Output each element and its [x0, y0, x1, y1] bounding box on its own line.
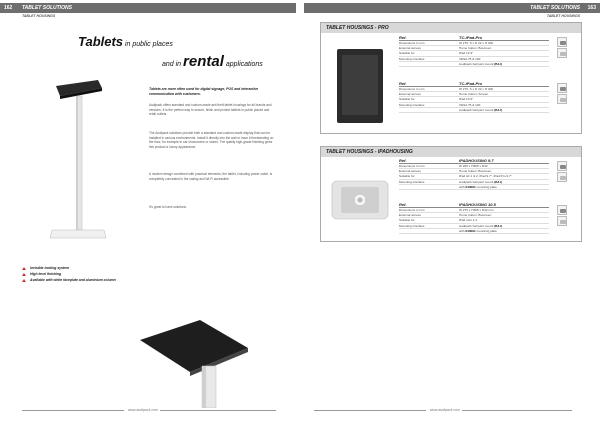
- footer-url: www.audipack.com: [128, 408, 158, 412]
- lock-icon: [557, 205, 567, 215]
- feature-list: [22, 265, 116, 283]
- section-ipadhousing: [320, 146, 582, 242]
- intro-text: Tablets are more often used for digital signage, POS and interactive communication with customers.: [149, 87, 259, 96]
- page-header: [304, 3, 600, 13]
- ipadhousing-image: [329, 177, 391, 223]
- triangle-bullet-icon: [22, 273, 26, 276]
- mount-icon: [557, 48, 567, 58]
- tablet-stand-closeup-image: [140, 320, 250, 408]
- triangle-bullet-icon: [22, 279, 26, 282]
- title-main-word: Tablets: [78, 34, 124, 49]
- page-title-line2: [162, 53, 263, 70]
- body-paragraph-4: It's great to have solutions.: [149, 205, 187, 209]
- feature-icons: [557, 205, 571, 227]
- body-paragraph-1: Audipack offers standard and custom-made anti theft tablet housings for all brands and versions. It is the perfect way to secure, finish and protect tablets in public places and retail outlets.: [149, 103, 272, 117]
- feature-item: High level finishing: [22, 271, 116, 277]
- mount-icon: [557, 172, 567, 182]
- right-page: [300, 0, 600, 424]
- lock-icon: [557, 161, 567, 171]
- tablet-housing-pro-image: [329, 45, 391, 127]
- body-paragraph-2: The Audipack solutions provide both a standard and custom-made display that can be installed in various environments. Install it directly into the wall or have it freestanding on the floor, for example in car showrooms or stores. The quality high-grade finishing gives this product a luxury appearance.: [149, 131, 274, 149]
- section-title: TABLET HOUSINGS - PRO: [321, 23, 581, 33]
- page-header: [0, 3, 296, 13]
- feature-item: Invisible locking system: [22, 265, 116, 271]
- title-small-text: in public places: [123, 41, 173, 48]
- page-number: 162: [4, 5, 13, 11]
- spec-table: Ref. TC-iPad-Pro Dimensions in mm W 276, S x D 22 x H 400 External access Home button: Bsscreen Suitable for iPad 12.9" Mounting interface VESA 75 & 100 Audipack ball joint mount (BJ-I): [399, 35, 549, 67]
- title-small-text-2: applications: [223, 61, 263, 68]
- feature-icons: [557, 83, 571, 105]
- feature-item: Available with white faceplate and aluminium column: [22, 277, 116, 283]
- page-title-line1: [78, 34, 173, 49]
- header-title: TABLET SOLUTIONS: [530, 5, 580, 11]
- subheader: TABLET HOUSINGS: [546, 14, 580, 18]
- section-title: TABLET HOUSINGS - IPADHOUSING: [321, 147, 581, 157]
- feature-icons: [557, 37, 571, 59]
- spec-table: Ref. TC-iPad-Pro Dimensions in mm W 276, S x D 22 x H 400 External access Home button: Screen Suitable for iPad 10.5" Mounting interface VESA 75 & 100 Audipack ball joint mount (BJ-I): [399, 81, 549, 113]
- spec-table: Ref. IPADHOUSING 10.5 Dimensions in mm W 275 x H305 x D32 mm External access Home button: Bsscreen Suitable for iPad mini 1-4 Mounting interface Audipack ball joint mount (BJ-I) with 643091 mounting plate: [399, 202, 549, 234]
- section-pro: [320, 22, 582, 134]
- triangle-bullet-icon: [22, 267, 26, 270]
- subheader: TABLET HOUSINGS: [22, 14, 56, 18]
- lock-icon: [557, 37, 567, 47]
- body-paragraph-3: A modern design combined with practical elements; the tablet, including power cable, is completely concealed in the casing and Wi-Fi accessible.: [149, 172, 273, 181]
- spec-table: Ref. IPADHOUSING 9.7 Dimensions in mm W 205 x H305 x D32 External access Home button: Bsscreen Suitable for iPad Air 1 & 2, iPad 9.7", iPad Pro 9.7" Mounting interface Audipack ball joint mount (BJ-I) with 643091 mounting plate: [399, 158, 549, 190]
- kiosk-stand-image: [48, 78, 108, 244]
- page-number: 163: [587, 5, 596, 11]
- header-title: TABLET SOLUTIONS: [22, 5, 72, 11]
- title-pre-text: and in: [162, 61, 184, 68]
- title-main-word-2: rental: [183, 53, 224, 70]
- mount-icon: [557, 216, 567, 226]
- footer-url: www.audipack.com: [430, 408, 460, 412]
- mount-icon: [557, 94, 567, 104]
- lock-icon: [557, 83, 567, 93]
- feature-icons: [557, 161, 571, 183]
